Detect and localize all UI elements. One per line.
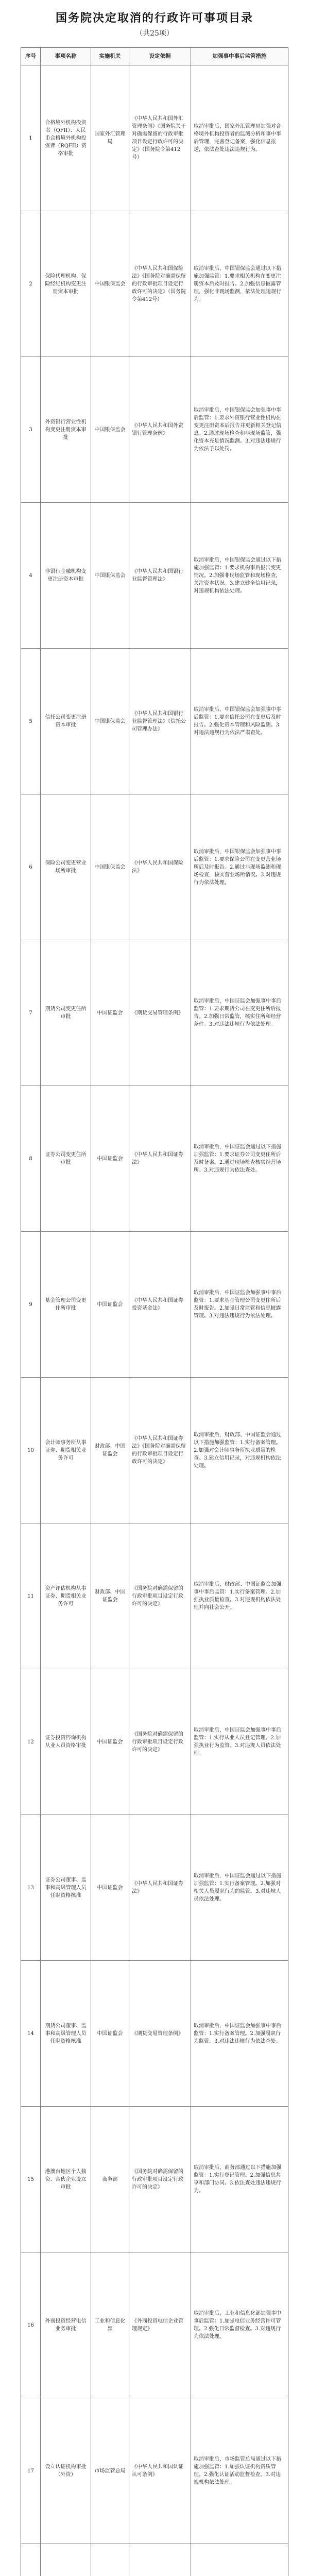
cell-basis: 《中华人民共和国证券法》 — [129, 1815, 191, 1960]
cell-measures: 取消审批后，中国银保监会通过以下措施加强监管：1.要求机构事后报告变更情况。2.加强非现场监管和现场检查，关注资本状况。3.建立健全信用记录，对违规机构依法处理。 — [194, 557, 281, 594]
cell-agency: 工业和信息化部 — [91, 2252, 129, 2398]
cell-name: 保险代理机构、保险经纪机构变更注册资本审批 — [41, 211, 91, 357]
cell-measures: 取消审批后，工业和信息化部加强事中事后监管：1.加强电信业务经营许可管理。2.强化日常监督检查。3.对违规行为依法处理。 — [194, 2311, 281, 2340]
table-row — [21, 65, 288, 211]
header-cell-measures: 加强事中事后监管措施 — [191, 48, 288, 65]
cell-no: 6 — [21, 794, 41, 940]
table-row — [21, 503, 288, 649]
cell-agency: 中国证监会 — [91, 1961, 129, 2106]
document-title: 国务院决定取消的行政许可事项目录 — [55, 11, 253, 25]
cell-name: 保险公司变更营业场所审批 — [41, 794, 91, 940]
table-body — [21, 65, 288, 2576]
table-row — [21, 211, 288, 357]
cell-no: 9 — [21, 1232, 41, 1377]
cell-no: 16 — [21, 2252, 41, 2398]
cell-basis: 《国务院对确需保留的行政审批项目设定行政许可的决定》 — [129, 2107, 191, 2252]
table-row — [21, 2544, 288, 2576]
cell-no: 15 — [21, 2107, 41, 2252]
cell-name: 资产评估机构从事证券、期货相关业务许可 — [41, 1523, 91, 1669]
cell-measures: 取消审批后，中国证监会加强事中事后监管：1.实行备案管理。2.加强履职行为监管。3.对违法违规行为依法查处。 — [194, 2023, 281, 2044]
cell-no: 17 — [21, 2398, 41, 2544]
table-row — [21, 357, 288, 503]
cell-basis: 《中华人民共和国外资银行管理条例》 — [129, 357, 191, 502]
cell-basis: 《期货交易管理条例》 — [129, 1961, 191, 2106]
table-row — [21, 794, 288, 940]
header-cell-agency: 实施机关 — [91, 48, 129, 65]
cell-measures: 取消审批后，市场监管总局通过以下措施加强监管：1.加强认证机构资质管理。2.强化认证活动监督检查。3.对违规机构依法处理。 — [194, 2456, 281, 2485]
cell-agency: 国家外汇管理局 — [91, 65, 129, 211]
table-row — [21, 2252, 288, 2398]
cell-agency: 市场监管总局 — [91, 2398, 129, 2544]
cell-measures: 取消审批后，中国银保监会加强事中事后监管：1.要求信托公司在变更后及时报告。2.强化资本管理和风险监测。3.对违法违规行为依法严肃查处。 — [194, 707, 281, 736]
cell-basis: 《中华人民共和国银行业监督管理法》《信托公司管理办法》 — [129, 649, 191, 794]
cell-basis — [129, 2544, 191, 2576]
table-row — [21, 1523, 288, 1669]
cell-agency: 中国证监会 — [91, 1815, 129, 1960]
header-cell-name: 事项名称 — [41, 48, 91, 65]
table-row — [21, 1669, 288, 1815]
cell-measures: 取消审批后，中国银保监会加强事中事后监管：1.要求外资银行营业性机构在变更注册资本后报告并更新相关登记信息。2.通过现场检查和非现场监管，强化资本充足情况监测。3.对违法违规行为依法予以处罚。 — [194, 408, 281, 452]
items-table — [21, 47, 288, 2576]
cell-agency: 中国证监会 — [91, 940, 129, 1086]
cell-basis: 《中华人民共和国保险法》 — [129, 794, 191, 940]
cell-name: 期货公司董事、监事和高级管理人员任职资格核准 — [41, 1961, 91, 2106]
cell-agency: 财政部、中国证监会 — [91, 1523, 129, 1669]
table-row — [21, 2398, 288, 2544]
cell-name: 设立认证机构审批（外资） — [41, 2398, 91, 2544]
table-row — [21, 1086, 288, 1232]
cell-no: 3 — [21, 357, 41, 502]
cell-name: 期货公司变更住所审批 — [41, 940, 91, 1086]
cell-agency: 中国银保监会 — [91, 649, 129, 794]
cell-no: 13 — [21, 1815, 41, 1960]
cell-basis: 《国务院对确需保留的行政审批项目设定行政许可的决定》 — [129, 1523, 191, 1669]
cell-name: 证券公司变更住所审批 — [41, 1086, 91, 1231]
cell-name: 会计师事务所从事证券、期货相关业务许可 — [41, 1378, 91, 1523]
cell-name: 外商投资经营电信业务审批 — [41, 2252, 91, 2398]
cell-basis: 《中华人民共和国证券法》 — [129, 1086, 191, 1231]
cell-measures: 取消审批后，国家外汇管理局加强对合格境外机构投资者的监测分析和事中事后管理，完善登记备案，强化信息报送，依法查处违法违规行为。 — [194, 124, 281, 152]
cell-measures — [191, 2544, 288, 2576]
cell-name: 基金管理公司变更住所审批 — [41, 1232, 91, 1377]
cell-measures: 取消审批后，中国银保监会通过以下措施加强监管：1.要求相关机构在变更注册资本后及时报告。2.加强信息披露管理，强化非现场监测，依法处理违规行为。 — [194, 265, 281, 302]
header-cell-no: 序号 — [21, 48, 41, 65]
cell-agency: 商务部 — [91, 2107, 129, 2252]
cell-agency — [91, 2544, 129, 2576]
cell-measures: 取消审批后，商务部通过以下措施加强监管：1.实行登记管理。2.加强信息共享和部门协同。3.依法查处违法违规行为。 — [194, 2165, 281, 2194]
header-cell-basis: 设定依据 — [129, 48, 191, 65]
cell-basis: 《中华人民共和国证券法》《国务院对确需保留的行政审批项目设定行政许可的决定》 — [129, 1378, 191, 1523]
cell-measures: 取消审批后，财政部、中国证监会加强事中事后监管：1.实行备案管理。2.加强执业质量检查。3.对违规机构依法处理并向社会公开。 — [194, 1582, 281, 1611]
cell-measures: 取消审批后，中国证监会加强事中事后监管：1.要求期货公司在变更住所后报告。2.加强日常监管，核实住所和经营条件。3.对违法违规行为依法处理。 — [194, 998, 281, 1027]
table-row — [21, 2107, 288, 2252]
cell-name: 证券公司董事、监事和高级管理人员任职资格核准 — [41, 1815, 91, 1960]
table-row — [21, 649, 288, 794]
cell-basis: 《中华人民共和国认证认可条例》 — [129, 2398, 191, 2544]
table-header-row — [21, 48, 288, 65]
cell-name: 合格境外机构投资者（QFII）、人民币合格境外机构投资者（RQFII）资格审批 — [41, 65, 91, 211]
cell-no — [21, 2544, 41, 2576]
cell-measures: 取消审批后，中国证监会通过以下措施加强监管：1.实行备案管理。2.加强对相关人员履职行为的监管。3.对违规人员依法处理。 — [194, 1873, 281, 1902]
table-row — [21, 1961, 288, 2107]
cell-measures: 取消审批后，财政部、中国证监会通过以下措施加强监管：1.实行备案管理。2.加强对会计师事务所执业质量的检查。3.建立信用记录，对违规机构依法处理。 — [194, 1432, 281, 1469]
cell-basis: 《中华人民共和国外汇管理条例》《国务院关于对确需保留的行政审批项目设定行政许可的决定》（国务院令第412号） — [129, 65, 191, 211]
document-subtitle: （共25项） — [135, 29, 174, 38]
cell-name: 外资银行营业性机构变更注册资本审批 — [41, 357, 91, 502]
table-row — [21, 1378, 288, 1523]
cell-no: 4 — [21, 503, 41, 648]
cell-agency: 中国证监会 — [91, 1669, 129, 1815]
cell-agency: 中国证监会 — [91, 1232, 129, 1377]
table-row — [21, 1815, 288, 1961]
cell-name — [41, 2544, 91, 2576]
cell-agency: 财政部、中国证监会 — [91, 1378, 129, 1523]
cell-measures: 取消审批后，中国证监会加强事中事后监管：1.要求基金管理公司变更住所后及时报告。2.加强日常监管和信息披露管理。3.对违法违规行为依法处理。 — [194, 1290, 281, 1319]
cell-no: 14 — [21, 1961, 41, 2106]
cell-no: 11 — [21, 1523, 41, 1669]
cell-no: 5 — [21, 649, 41, 794]
cell-basis: 《国务院对确需保留的行政审批项目设定行政许可的决定》 — [129, 1669, 191, 1815]
cell-agency: 中国银保监会 — [91, 794, 129, 940]
table-row — [21, 1232, 288, 1378]
cell-no: 10 — [21, 1378, 41, 1523]
cell-name: 港澳台地区个人独资、合伙企业设立审批 — [41, 2107, 91, 2252]
table-row — [21, 940, 288, 1086]
cell-measures: 取消审批后，中国证监会加强事中事后监管：1.实行从业人员登记管理。2.加强执业行为监管。3.对违规人员依法处理。 — [194, 1727, 281, 1756]
cell-basis: 《外商投资电信企业管理规定》 — [129, 2252, 191, 2398]
cell-no: 8 — [21, 1086, 41, 1231]
cell-agency: 中国银保监会 — [91, 357, 129, 502]
cell-basis: 《期货交易管理条例》 — [129, 940, 191, 1086]
cell-measures: 取消审批后，中国证监会通过以下措施加强监管：1.要求证券公司变更住所后及时备案。2.通过现场检查核实经营场所。3.对违规行为依法查处。 — [194, 1144, 281, 1173]
cell-basis: 《中华人民共和国证券投资基金法》 — [129, 1232, 191, 1377]
cell-name: 证券投资咨询机构从业人员资格审批 — [41, 1669, 91, 1815]
cell-basis: 《中华人民共和国保险法》《国务院对确需保留的行政审批项目设定行政许可的决定》（国务院令第412号） — [129, 211, 191, 357]
cell-measures: 取消审批后，中国银保监会加强事中事后监管：1.要求保险公司在变更营业场所后及时报告。2.通过非现场监测和现场检查，核实营业场所情况。3.对违规行为依法处理。 — [194, 849, 281, 886]
cell-name: 信托公司变更注册资本审批 — [41, 649, 91, 794]
cell-basis: 《中华人民共和国银行业监督管理法》 — [129, 503, 191, 648]
cell-no: 12 — [21, 1669, 41, 1815]
cell-agency: 中国银保监会 — [91, 211, 129, 357]
cell-no: 7 — [21, 940, 41, 1086]
cell-agency: 中国银保监会 — [91, 503, 129, 648]
cell-no: 1 — [21, 65, 41, 211]
cell-no: 2 — [21, 211, 41, 357]
cell-name: 非银行金融机构变更注册资本审批 — [41, 503, 91, 648]
cell-agency: 中国证监会 — [91, 1086, 129, 1231]
